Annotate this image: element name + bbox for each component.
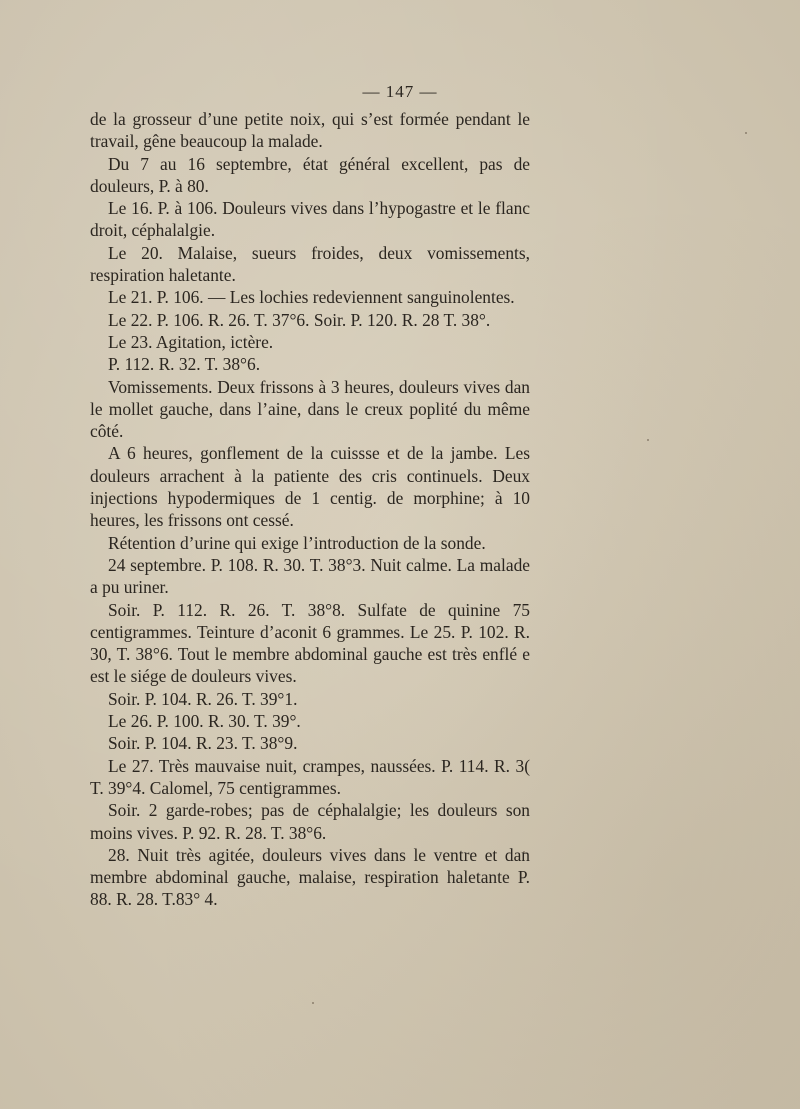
paragraph: Soir. P. 104. R. 23. T. 38°9. <box>108 733 298 754</box>
paragraph: Le 22. P. 106. R. 26. T. 37°6. Soir. P. 120. R. 28 T. 38°. <box>108 309 491 330</box>
paragraph: 24 septembre. P. 108. R. 30. T. 38°3. Nuit calme. La malade a pu uriner. <box>90 554 530 598</box>
paragraph: 28. Nuit très agitée, douleurs vives dans le ventre et dan membre abdominal gauche, malaise, respiration haletante P. 88. R. 28. T.83° 4. <box>90 844 530 910</box>
page-number: — 147 — <box>362 82 438 101</box>
paragraph: Soir. P. 104. R. 26. T. 39°1. <box>108 688 298 709</box>
paragraph: Le 23. Agitation, ictère. <box>108 331 274 352</box>
paragraph: Vomissements. Deux frissons à 3 heures, douleurs vives dan le mollet gauche, dans l’aine, dans le creux poplité du même côté. <box>90 376 530 442</box>
paragraph: Le 26. P. 100. R. 30. T. 39°. <box>108 711 301 732</box>
paragraph: de la grosseur d’une petite noix, qui s’est formée pendant le travail, gêne beaucoup la malade. <box>90 109 530 152</box>
paragraph: Soir. 2 garde-robes; pas de céphalalgie; les douleurs son moins vives. P. 92. R. 28. T. 38°6. <box>90 800 530 843</box>
paragraph: Soir. P. 112. R. 26. T. 38°8. Sulfate de quinine 75 centigrammes. Teinture d’aconit 6 grammes. Le 25. P. 102. R. 30, T. 38°6. Tout le membre abdominal gauche est très enflé e est le siége de douleurs vives. <box>90 599 530 687</box>
paragraph: Le 16. P. à 106. Douleurs vives dans l’hypogastre et le flanc droit, céphalalgie. <box>90 198 530 241</box>
paper-speck <box>312 1002 314 1004</box>
body-text <box>90 108 530 911</box>
paragraph: Le 21. P. 106. — Les lochies redeviennent sanguinolentes. <box>108 287 515 308</box>
paper-speck <box>745 132 747 134</box>
paragraph: A 6 heures, gonflement de la cuissse et de la jambe. Les douleurs arrachent à la patiente des cris continuels. Deux injections hypodermiques de 1 centig. de morphine; à 10 heures, les frissons ont cessé. <box>90 443 530 531</box>
paragraph: P. 112. R. 32. T. 38°6. <box>108 354 261 375</box>
paper-speck <box>647 439 649 441</box>
paper-speck <box>523 851 525 853</box>
paragraph: Rétention d’urine qui exige l’introduction de la sonde. <box>108 532 486 553</box>
paragraph: Du 7 au 16 septembre, état général excellent, pas de douleurs, P. à 80. <box>90 153 530 196</box>
paragraph: Le 27. Très mauvaise nuit, crampes, naussées. P. 114. R. 3( T. 39°4. Calomel, 75 centigrammes. <box>90 755 530 798</box>
paragraph: Le 20. Malaise, sueurs froides, deux vomissements, respiration haletante. <box>90 242 530 286</box>
